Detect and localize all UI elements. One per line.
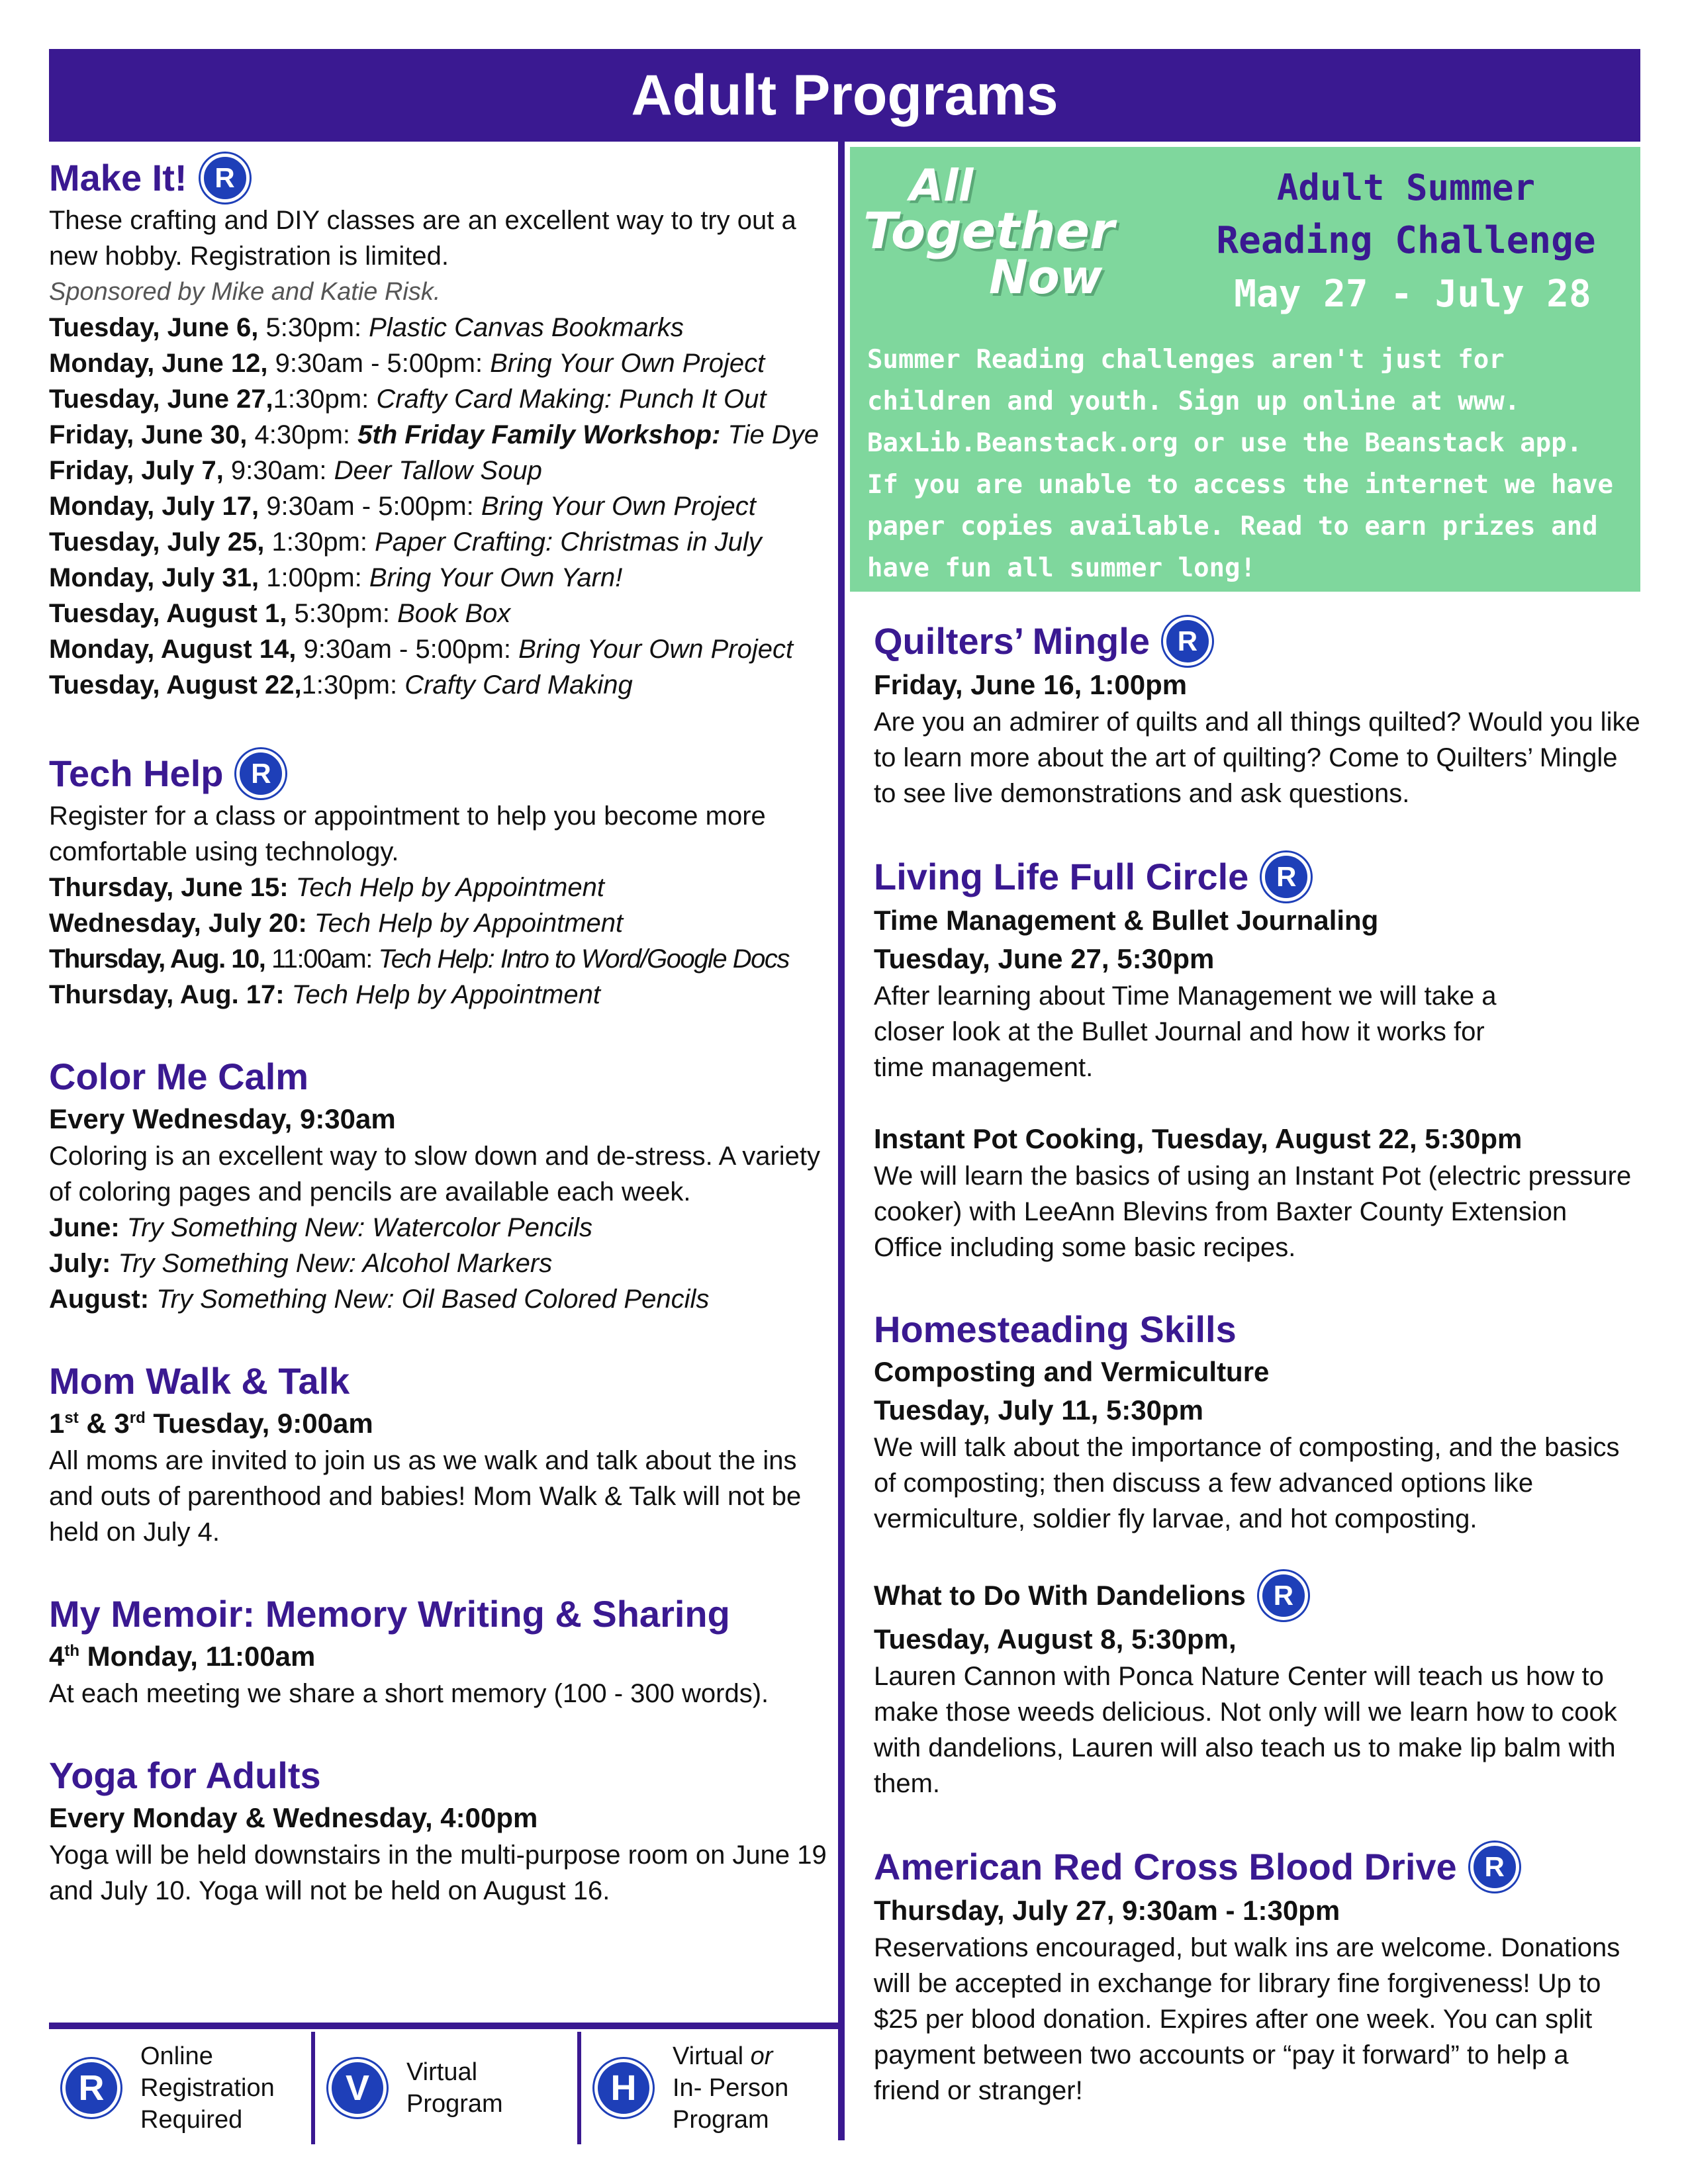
section-make-it [49,154,830,703]
list-item: July: Try Something New: Alcohol Markers [49,1249,553,1278]
hybrid-badge-icon: H [594,2059,653,2117]
section-mom-walk [49,1358,830,1550]
summer-reading-promo [850,147,1640,592]
virtual-badge-icon: V [328,2059,387,2117]
section-description: Register for a class or appointment to help you become more comfortable using technology. [49,801,766,866]
section-homesteading [874,1306,1642,1801]
list-item: Wednesday, July 20: Tech Help by Appointment [49,909,624,938]
schedule: Every Monday & Wednesday, 4:00pm [49,1802,538,1833]
section-description: Yoga will be held downstairs in the multi-purpose room on June 19 and July 10. Yoga will not be held on August 16. [49,1841,827,1905]
list-item: Friday, July 7, 9:30am: Deer Tallow Soup [49,456,542,485]
section-quilters [874,617,1642,811]
promo-description: Summer Reading challenges aren't just for children and youth. Sign up online at www. BaxLib.Beanstack.org or use the Beanstack app. If you are unable to access the internet we have paper copies available. Read to earn prizes and have fun all summer long! [867,345,1614,583]
list-item: Thursday, Aug. 10, 11:00am: Tech Help: Intro to Word/Google Docs [49,944,789,974]
section-description: All moms are invited to join us as we walk and talk about the ins and outs of parenthood and babies! Mom Walk & Talk will not be held on July 4. [49,1446,802,1547]
section-description: Coloring is an excellent way to slow down and de-stress. A variety of coloring pages and pencils are available each week. [49,1142,821,1206]
legend-item [315,2032,581,2144]
registration-badge-icon: R [62,2059,120,2117]
event-list [49,870,830,1013]
all-together-now-logo: All Together Now [863,160,1115,304]
list-item: Friday, June 30, 4:30pm: 5th Friday Family Workshop: Tie Dye [49,420,819,449]
section-title: Yoga for Adults [49,1754,321,1796]
right-column [874,617,1642,2150]
list-item: Tuesday, August 22,1:30pm: Crafty Card Making [49,670,633,700]
section-living-life [874,852,1642,1265]
section-title: Tech Help R [49,749,830,798]
legend-divider [49,2023,841,2029]
registration-badge-icon: R [201,154,250,203]
list-item: Thursday, Aug. 17: Tech Help by Appointment [49,980,600,1009]
schedule: Tuesday, June 27, 5:30pm [874,943,1215,974]
list-item: Tuesday, August 1, 5:30pm: Book Box [49,599,511,628]
section-color-me-calm [49,1054,830,1317]
subtitle: Instant Pot Cooking, Tuesday, August 22, 5:30pm [874,1123,1523,1154]
promo-dates: May 27 - July 28 [1234,273,1591,316]
registration-badge-icon: R [1259,1571,1308,1620]
section-memoir [49,1591,830,1711]
list-item: August: Try Something New: Oil Based Colored Pencils [49,1285,710,1314]
section-title: My Memoir: Memory Writing & Sharing [49,1593,730,1635]
section-title: Quilters’ Mingle R [874,617,1642,666]
section-title: Homesteading Skills [874,1308,1237,1350]
list-item: Monday, July 17, 9:30am - 5:00pm: Bring Your Own Project [49,492,756,521]
list-item: Tuesday, June 27,1:30pm: Crafty Card Making: Punch It Out [49,385,767,414]
list-item: Thursday, June 15: Tech Help by Appointment [49,873,604,902]
schedule: Thursday, July 27, 9:30am - 1:30pm [874,1895,1340,1926]
schedule: Friday, June 16, 1:00pm [874,669,1188,700]
page-banner [49,49,1640,142]
registration-badge-icon: R [236,749,285,798]
section-title: American Red Cross Blood Drive R [874,1843,1642,1891]
list-item: Monday, August 14, 9:30am - 5:00pm: Bring Your Own Project [49,635,794,664]
registration-badge-icon: R [1470,1843,1519,1891]
list-item: Tuesday, July 25, 1:30pm: Paper Crafting: Christmas in July [49,527,762,557]
legend-label: Virtual or In- Person Program [673,2042,789,2134]
section-description: These crafting and DIY classes are an excellent way to try out a new hobby. Registration is limited. [49,206,796,271]
promo-title: Adult Summer Reading Challenge [1216,167,1596,262]
subtitle: Time Management & Bullet Journaling [874,905,1379,936]
section-description: After learning about Time Management we will take a closer look at the Bullet Journal and how it works for time management. [874,981,1497,1082]
schedule: 4th Monday, 11:00am [49,1641,316,1672]
section-description: We will talk about the importance of composting, and the basics of composting; then discuss a few advanced options like vermiculture, soldier fly larvae, and hot composting. [874,1433,1620,1533]
event-list [49,310,830,703]
list-item: Tuesday, June 6, 5:30pm: Plastic Canvas Bookmarks [49,313,684,342]
list-item: June: Try Something New: Watercolor Pencils [49,1213,593,1242]
subtitle: Composting and Vermiculture [874,1356,1270,1387]
section-blood-drive [874,1843,1642,2109]
section-tech-help [49,749,830,1013]
legend-item [581,2032,843,2144]
section-description: Reservations encouraged, but walk ins are welcome. Donations will be accepted in exchange for library fine forgiveness! Up to $25 per blood donation. Expires after one week. You can split payment between two accounts or “pay it forward” to help a friend or stranger! [874,1933,1620,2105]
column-divider [838,142,845,2140]
sponsor-note: Sponsored by Mike and Katie Risk. [49,278,441,306]
schedule: Tuesday, July 11, 5:30pm [874,1394,1204,1426]
legend-label: Virtual Program [406,2058,503,2118]
subtitle: What to Do With Dandelions R [874,1571,1642,1620]
section-title: Color Me Calm [49,1056,309,1097]
legend-item [49,2032,315,2144]
section-title: Mom Walk & Talk [49,1360,350,1402]
legend-label: Online Registration Required [140,2042,275,2134]
section-title: Make It! R [49,154,830,203]
section-description: At each meeting we share a short memory (100 - 300 words). [49,1679,769,1708]
schedule: 1st & 3rd Tuesday, 9:00am [49,1408,373,1439]
section-title: Living Life Full Circle R [874,852,1642,901]
left-column [49,154,830,1950]
page-title: Adult Programs [631,64,1058,127]
registration-badge-icon: R [1262,852,1311,901]
badge-legend [49,2032,843,2144]
registration-badge-icon: R [1163,617,1212,666]
section-description: We will learn the basics of using an Instant Pot (electric pressure cooker) with LeeAnn Blevins from Baxter County Extension Office including some basic recipes. [874,1161,1632,1262]
schedule: Every Wednesday, 9:30am [49,1103,396,1134]
schedule: Tuesday, August 8, 5:30pm, [874,1623,1237,1655]
list-item: Monday, June 12, 9:30am - 5:00pm: Bring Your Own Project [49,349,765,378]
section-description: Are you an admirer of quilts and all things quilted? Would you like to learn more about the art of quilting? Come to Quilters’ Mingle to see live demonstrations and ask questions. [874,707,1640,808]
section-description: Lauren Cannon with Ponca Nature Center will teach us how to make those weeds delicious. Not only will we learn how to cook with dandelions, Lauren will also teach us to make lip balm with them. [874,1662,1617,1798]
list-item: Monday, July 31, 1:00pm: Bring Your Own Yarn! [49,563,623,592]
section-yoga [49,1752,830,1909]
